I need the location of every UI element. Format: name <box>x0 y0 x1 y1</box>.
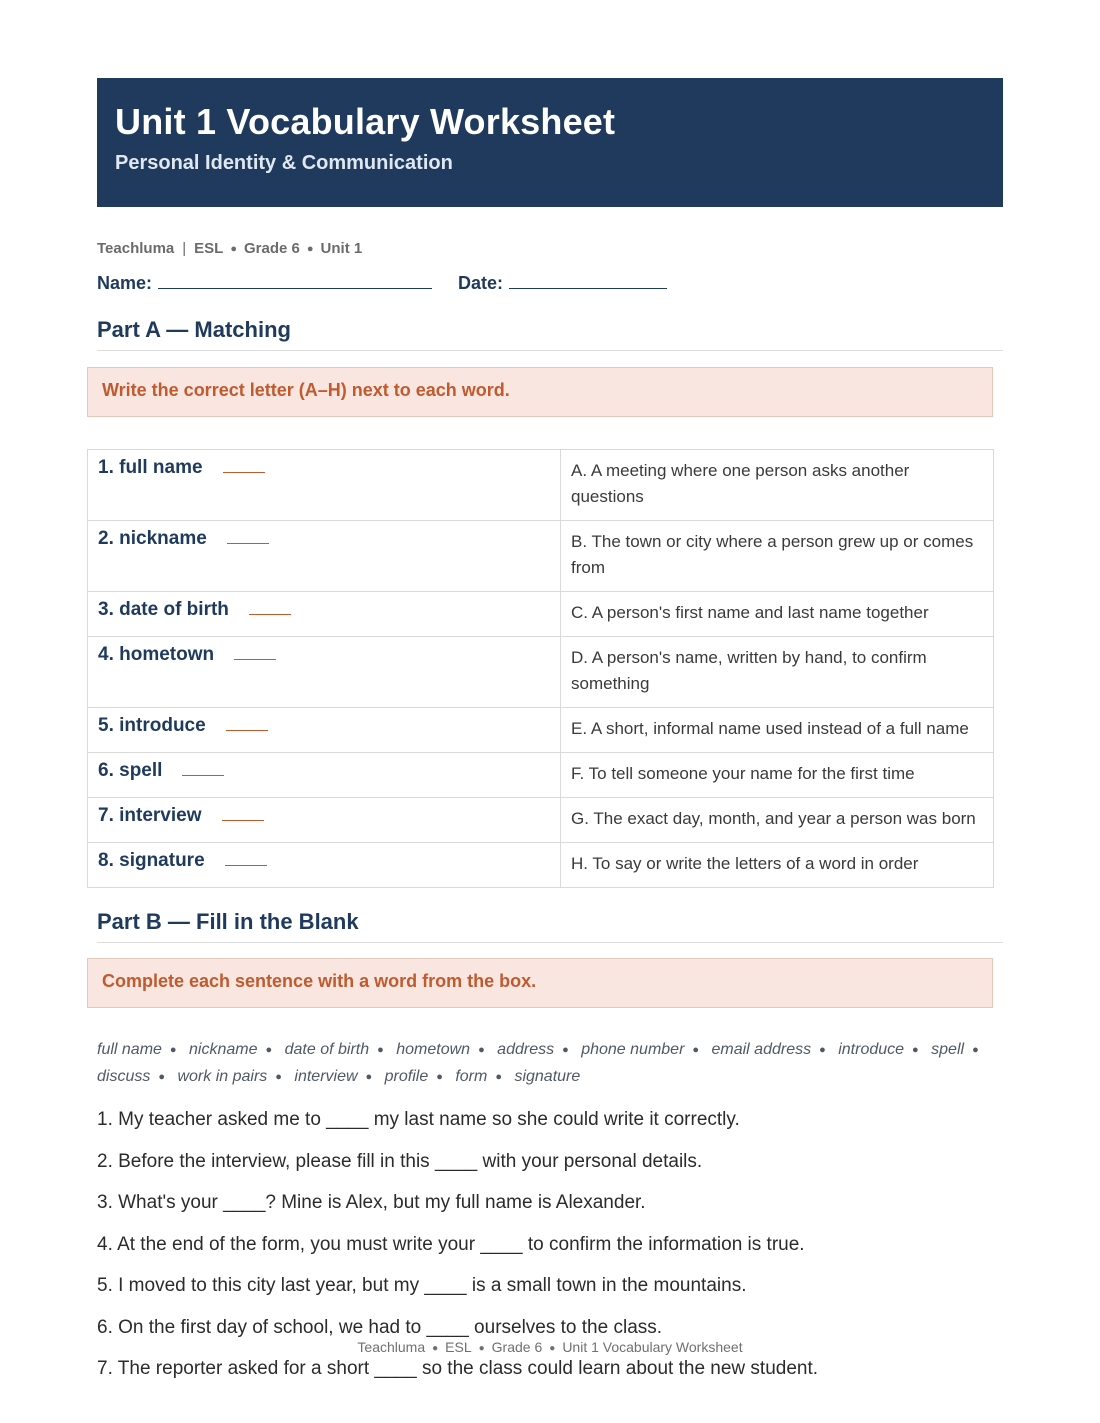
word-box-item: discuss <box>97 1068 151 1085</box>
bullet-dot: ● <box>478 1343 485 1354</box>
matching-definition: B. The town or city where a person grew up or comes from <box>561 521 994 592</box>
bullet-dot: ● <box>478 1044 485 1056</box>
matching-term: 1. full name <box>98 457 203 478</box>
bullet-dot: ● <box>495 1071 502 1083</box>
matching-term-cell <box>88 843 561 888</box>
answer-blank[interactable] <box>223 458 265 473</box>
matching-term-cell <box>88 637 561 708</box>
meta-separator: | <box>182 240 187 257</box>
sentence-item: 6. On the first day of school, we had to ____ ourselves to the class. <box>97 1316 663 1338</box>
date-line[interactable] <box>509 272 667 289</box>
bullet-dot: ● <box>169 1044 177 1056</box>
bullet-dot: ● <box>265 1044 273 1056</box>
table-row <box>88 521 994 592</box>
matching-term-cell <box>88 708 561 753</box>
word-box-item: work in pairs <box>177 1068 268 1085</box>
answer-blank[interactable] <box>227 529 269 544</box>
matching-definition: H. To say or write the letters of a word in order <box>561 843 994 888</box>
answer-blank[interactable] <box>222 806 264 821</box>
table-row <box>88 753 994 798</box>
title-banner <box>97 78 1003 207</box>
matching-term: 2. nickname <box>98 528 207 549</box>
matching-term-cell <box>88 592 561 637</box>
part-b-instruction: Complete each sentence with a word from the box. <box>87 958 993 1008</box>
bullet-dot: ● <box>275 1071 282 1083</box>
sentence-item: 5. I moved to this city last year, but my ____ is a small town in the mountains. <box>97 1275 747 1296</box>
word-box <box>97 1037 1003 1091</box>
table-row <box>88 450 994 521</box>
meta-unit: Unit 1 <box>320 240 363 257</box>
matching-definition: D. A person's name, written by hand, to confirm something <box>561 637 994 708</box>
footer-grade: Grade 6 <box>491 1339 543 1355</box>
date-field[interactable] <box>458 272 667 294</box>
bullet-dot: ● <box>365 1071 373 1083</box>
matching-term: 5. introduce <box>98 715 206 736</box>
answer-blank[interactable] <box>234 645 276 660</box>
table-row <box>88 798 994 843</box>
part-a-title: Part A — Matching <box>97 317 1003 351</box>
matching-term-cell <box>88 450 561 521</box>
sentence-item: 2. Before the interview, please fill in this ____ with your personal details. <box>97 1150 703 1172</box>
worksheet-page <box>97 78 1003 1393</box>
word-box-item: date of birth <box>284 1041 370 1058</box>
meta-grade: Grade 6 <box>244 240 300 257</box>
meta-line <box>97 240 1003 257</box>
bullet-dot: ● <box>432 1343 439 1354</box>
bullet-dot: ● <box>436 1071 443 1083</box>
sentence-item: 4. At the end of the form, you must write your ____ to confirm the information is true. <box>97 1233 805 1255</box>
page-title: Unit 1 Vocabulary Worksheet <box>115 101 616 142</box>
meta-brand: Teachluma <box>97 240 175 257</box>
answer-blank[interactable] <box>226 716 268 731</box>
word-box-item: profile <box>384 1068 429 1085</box>
word-box-item: spell <box>931 1041 965 1058</box>
matching-term: 6. spell <box>98 760 163 781</box>
matching-term-cell <box>88 798 561 843</box>
matching-definition: A. A meeting where one person asks another questions <box>561 450 994 521</box>
meta-subject: ESL <box>194 240 224 257</box>
matching-definition: G. The exact day, month, and year a person was born <box>561 798 994 843</box>
part-a-instruction: Write the correct letter (A–H) next to each word. <box>87 367 993 417</box>
bullet-dot: ● <box>912 1044 919 1056</box>
page-subtitle: Personal Identity & Communication <box>115 152 453 174</box>
bullet-dot: ● <box>306 243 314 255</box>
table-row <box>88 637 994 708</box>
answer-blank[interactable] <box>225 851 267 866</box>
answer-blank[interactable] <box>249 600 291 615</box>
matching-term: 4. hometown <box>98 644 215 665</box>
word-box-item: form <box>455 1068 488 1085</box>
part-b-title: Part B — Fill in the Blank <box>97 909 1003 943</box>
word-box-item: full name <box>97 1041 162 1058</box>
bullet-dot: ● <box>562 1044 569 1056</box>
footer-subject: ESL <box>445 1339 472 1355</box>
word-box-item: interview <box>294 1068 358 1085</box>
matching-definition: E. A short, informal name used instead of a full name <box>561 708 994 753</box>
table-row <box>88 708 994 753</box>
bullet-dot: ● <box>692 1044 700 1056</box>
bullet-dot: ● <box>972 1044 979 1056</box>
answer-blank[interactable] <box>182 761 224 776</box>
word-box-item: introduce <box>838 1041 905 1058</box>
matching-term: 3. date of birth <box>98 599 229 620</box>
bullet-dot: ● <box>230 243 237 255</box>
name-field[interactable] <box>97 272 458 294</box>
sentence-item: 7. The reporter asked for a short ____ so the class could learn about the new student. <box>97 1358 819 1379</box>
matching-table <box>87 449 994 888</box>
matching-term-cell <box>88 521 561 592</box>
word-box-item: signature <box>514 1068 581 1085</box>
matching-definition: F. To tell someone your name for the first time <box>561 753 994 798</box>
matching-term: 7. interview <box>98 805 202 826</box>
name-line[interactable] <box>158 272 432 289</box>
table-row <box>88 592 994 637</box>
page-footer <box>0 1339 1100 1355</box>
matching-definition: C. A person's first name and last name together <box>561 592 994 637</box>
word-box-item: address <box>497 1041 555 1058</box>
bullet-dot: ● <box>549 1343 556 1354</box>
word-box-item: hometown <box>396 1041 471 1058</box>
sentence-item: 3. What's your ____? Mine is Alex, but my full name is Alexander. <box>97 1192 646 1213</box>
bullet-dot: ● <box>158 1071 166 1083</box>
word-box-item: phone number <box>581 1041 685 1058</box>
table-row <box>88 843 994 888</box>
footer-brand: Teachluma <box>357 1339 426 1355</box>
matching-term-cell <box>88 753 561 798</box>
bullet-dot: ● <box>819 1044 826 1056</box>
matching-term: 8. signature <box>98 850 205 871</box>
sentence-item: 1. My teacher asked me to ____ my last name so she could write it correctly. <box>97 1109 740 1130</box>
date-label: Date: <box>458 273 504 293</box>
name-label: Name: <box>97 273 153 293</box>
name-date-row <box>97 272 1003 294</box>
bullet-dot: ● <box>377 1044 384 1056</box>
word-box-item: email address <box>711 1041 812 1058</box>
footer-title: Unit 1 Vocabulary Worksheet <box>562 1339 743 1355</box>
word-box-item: nickname <box>189 1041 258 1058</box>
